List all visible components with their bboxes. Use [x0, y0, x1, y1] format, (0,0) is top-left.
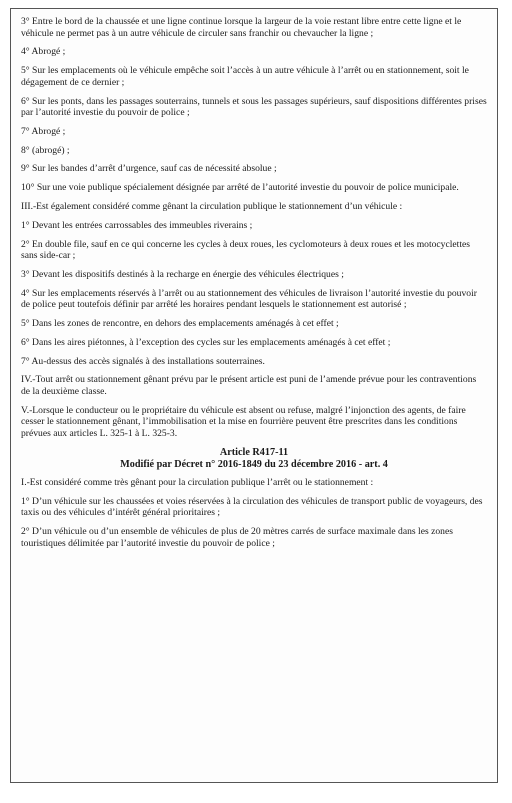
- paragraph-iii-5: 5° Dans les zones de rencontre, en dehors des emplacements aménagés à cet effet ;: [21, 318, 339, 330]
- paragraph-4-abroge: 4° Abrogé ;: [21, 46, 66, 58]
- article-title: Article R417-11: [219, 446, 289, 458]
- paragraph-6-ponts: 6° Sur les ponts, dans les passages souterrains, tunnels et sous les passages supérieurs, sauf dispositions différentes prises par l’autorité investie du pouvoir de police ;: [21, 95, 487, 119]
- paragraph-v: V.-Lorsque le conducteur ou le propriétaire du véhicule est absent ou refuse, malgré l’injonction des agents, de faire cesser le stationnement gênant, l’immobilisation et la mise en fourrière peuvent être prescrites dans les conditions prévues aux articles L. 325-1 à L. 325-3.: [21, 404, 466, 440]
- paragraph-9-bandes: 9° Sur les bandes d’arrêt d’urgence, sauf cas de nécessité absolue ;: [21, 163, 277, 175]
- paragraph-5-emplacements: 5° Sur les emplacements où le véhicule empêche soit l’accès à un autre véhicule à l’arrêt ou en stationnement, soit le dégagement de ce dernier ;: [21, 65, 469, 88]
- paragraph-3-chaussee: 3° Entre le bord de la chaussée et une ligne continue lorsque la largeur de la voie restant libre entre cette ligne et le véhicule ne permet pas à un autre véhicule de circuler sans franchir ou chevaucher la ligne ;: [21, 16, 462, 39]
- paragraph-iii-intro: III.-Est également considéré comme gênant la circulation publique le stationnement d’un véhicule :: [21, 201, 403, 213]
- paragraph-iii-2: 2° En double file, sauf en ce qui concerne les cycles à deux roues, les cyclomoteurs à deux roues et les motocyclettes sans side-car ;: [21, 238, 470, 262]
- paragraph-r417-11-i: I.-Est considéré comme très gênant pour la circulation publique l’arrêt ou le stationnement :: [21, 477, 374, 488]
- paragraph-iii-3: 3° Devant les dispositifs destinés à la recharge en énergie des véhicules électriques ;: [21, 268, 344, 280]
- paragraph-10-voie-publique: 10° Sur une voie publique spécialement désignée par arrêté de l’autorité investie du pouvoir de police municipale.: [21, 182, 459, 194]
- paragraph-8-abroge: 8° (abrogé) ;: [21, 144, 70, 156]
- paragraph-7-abroge: 7° Abrogé ;: [21, 125, 66, 137]
- paragraph-r417-11-1: 1° D’un véhicule sur les chaussées et voies réservées à la circulation des véhicules de transport public de voyageurs, des taxis ou des véhicules d’intérêt général prioritaires ;: [21, 495, 483, 519]
- paragraph-iii-1: 1° Devant les entrées carrossables des immeubles riverains ;: [21, 219, 253, 231]
- paragraph-iii-4: 4° Sur les emplacements réservés à l’arrêt ou au stationnement des véhicules de livraison l’autorité investie du pouvoir de police peut toutefois définir par arrêté les horaires pendant lesquels le stationnement est autorisé ;: [21, 287, 477, 311]
- document-page: [10, 8, 498, 783]
- article-modified-by: Modifié par Décret n° 2016-1849 du 23 décembre 2016 - art. 4: [120, 459, 388, 471]
- paragraph-iii-6: 6° Dans les aires piétonnes, à l’exception des cycles sur les emplacements aménagés à cet effet ;: [21, 336, 391, 348]
- paragraph-r417-11-2: 2° D’un véhicule ou d’un ensemble de véhicules de plus de 20 mètres carrés de surface maximale dans les zones touristiques délimitée par l’autorité investie du pouvoir de police ;: [21, 526, 453, 549]
- paragraph-iv: IV.-Tout arrêt ou stationnement gênant prévu par le présent article est puni de l’amende prévue pour les contraventions de la deuxième classe.: [21, 374, 477, 398]
- paragraph-iii-7: 7° Au-dessus des accès signalés à des installations souterraines.: [21, 355, 265, 367]
